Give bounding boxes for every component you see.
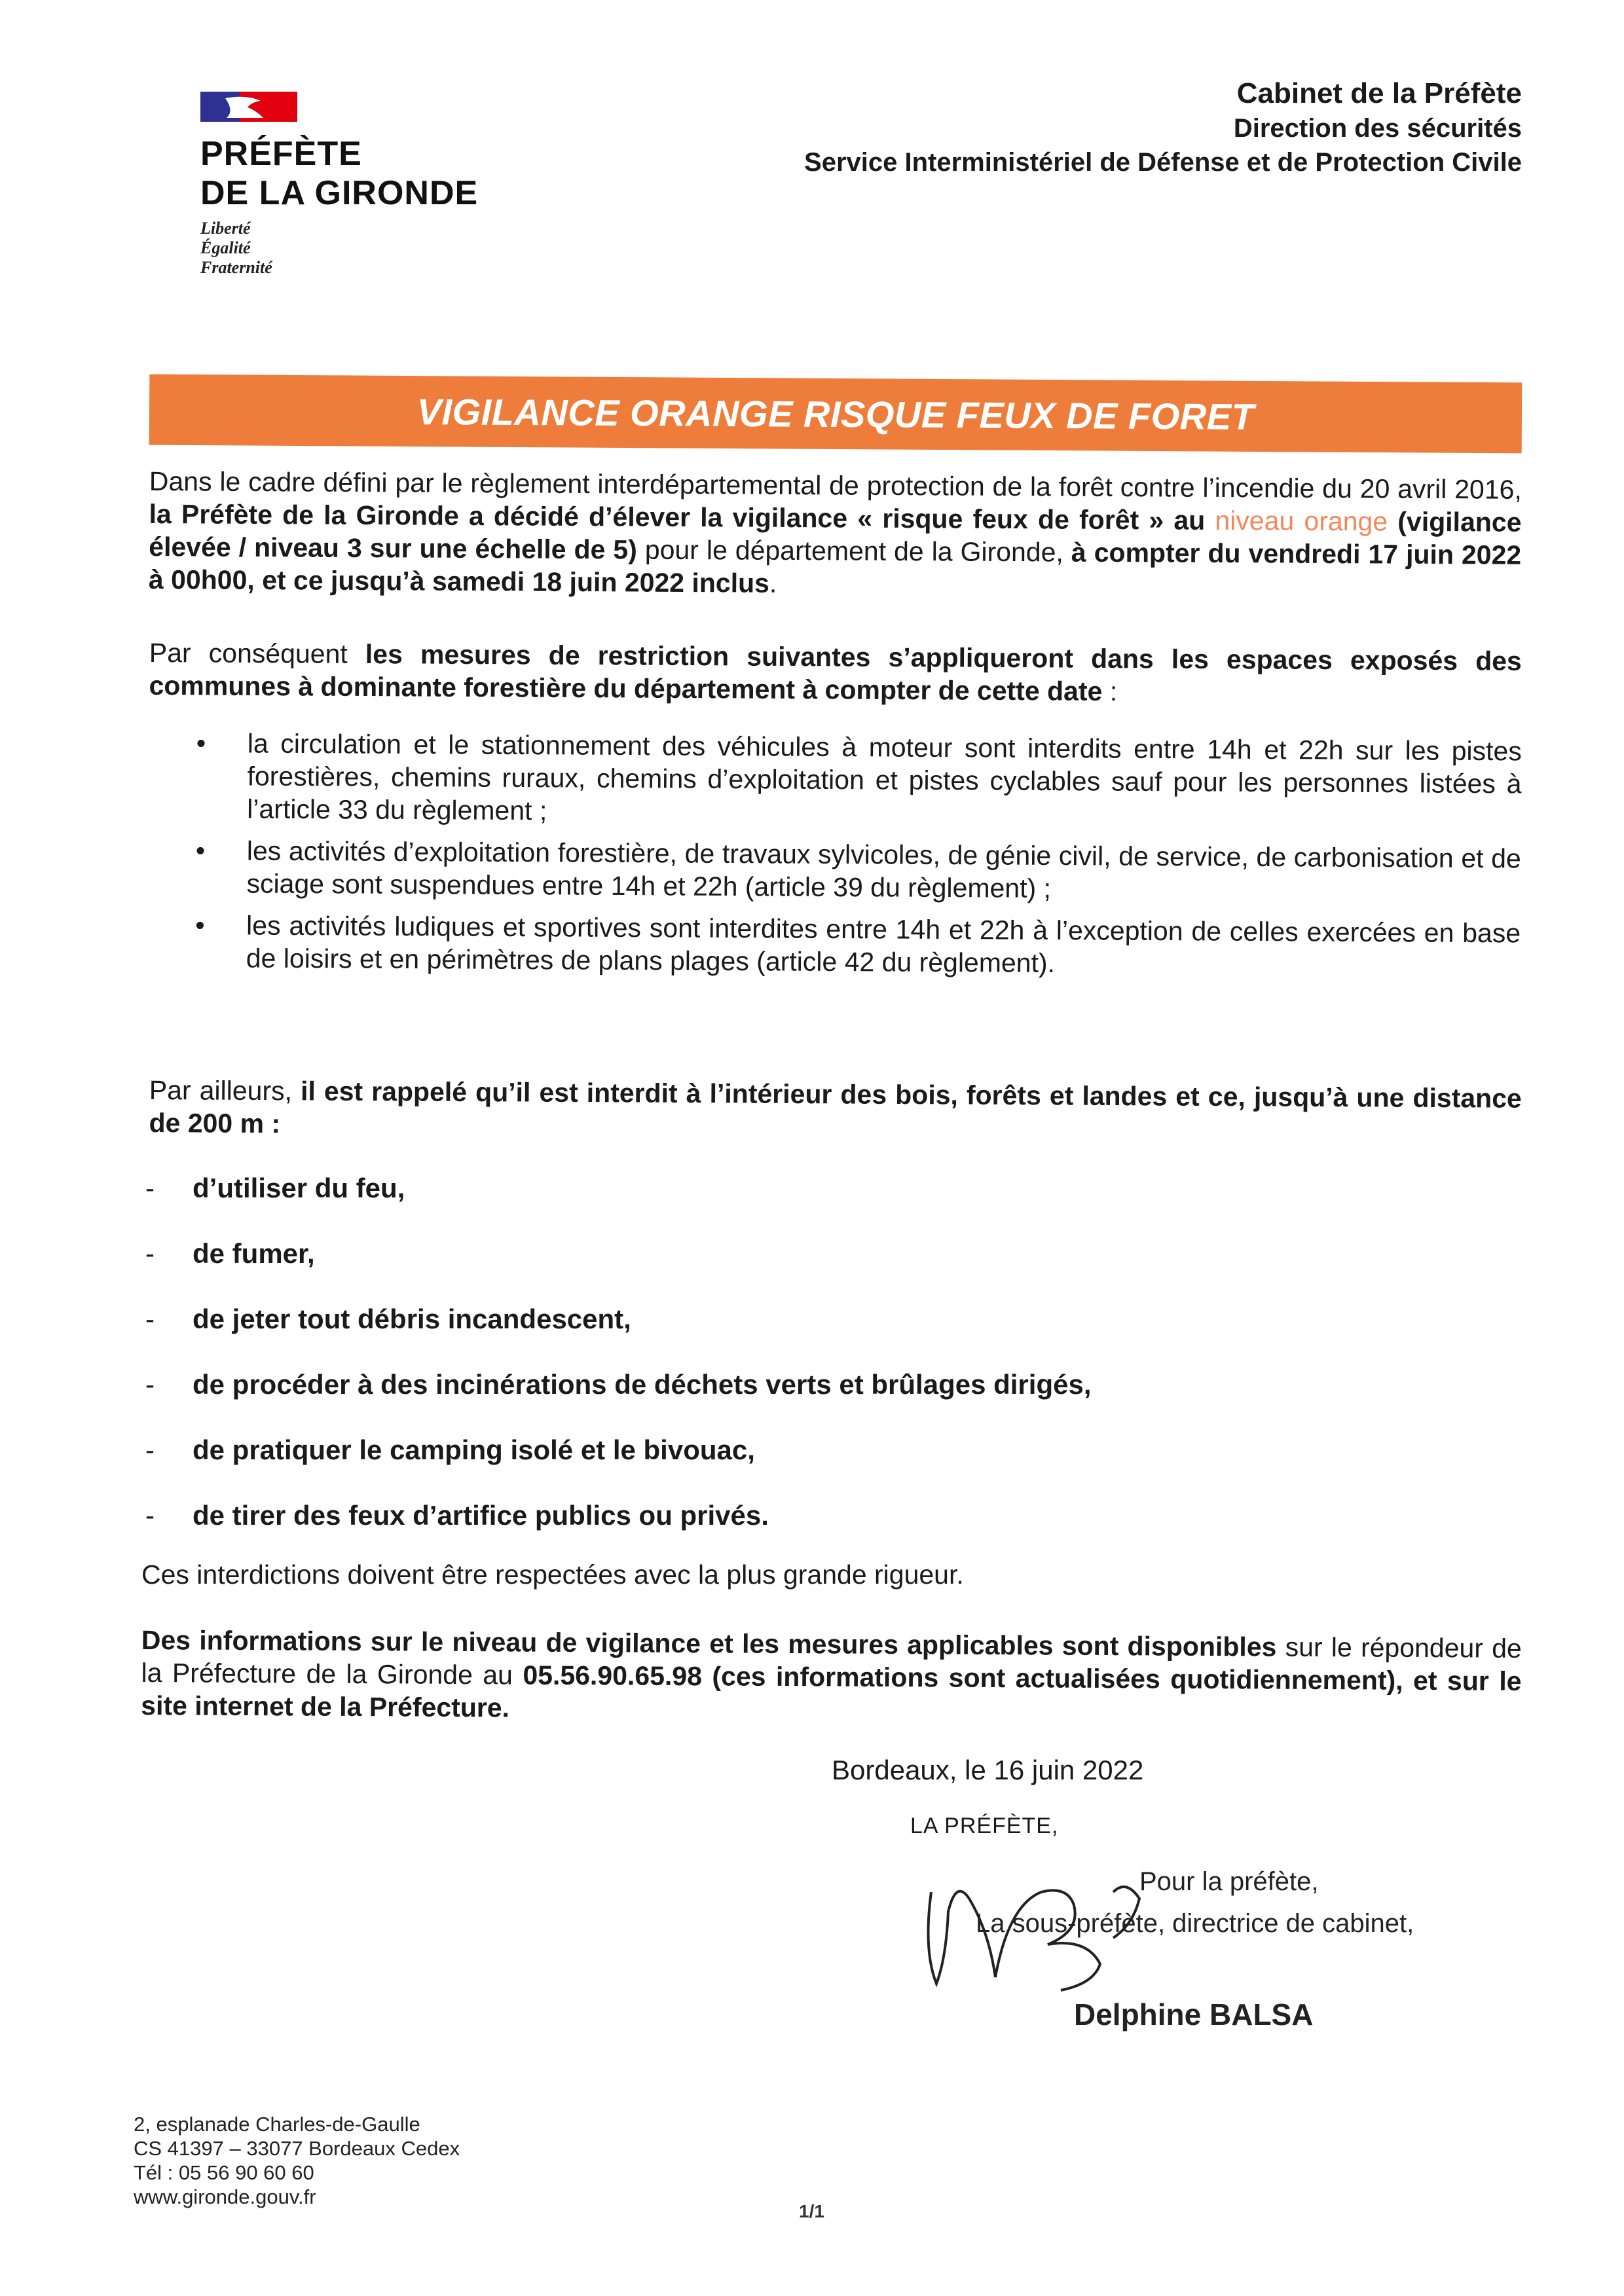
intro-paragraph [149, 465, 1522, 604]
footer-postal: CS 41397 – 33077 Bordeaux Cedex [134, 2137, 460, 2160]
list-item [145, 1172, 1455, 1237]
vigilance-banner [149, 374, 1522, 454]
prohibitions-text-b: il est rappelé qu’il est interdit à l’intérieur des bois, forêts et landes et ce, jusqu’à une distance de 200 m : [149, 1076, 1522, 1139]
list-item-text: la circulation et le stationnement des véhicules à moteur sont interdits entre 14h et 22h sur les pistes forestières, chemins ruraux, chemins d’exploitation et pistes cyclables sauf pour les personnes listées à l’article 33 du règlement ; [247, 728, 1522, 826]
intro-text-f: à compter du vendredi 17 juin 2022 à 00h00, et ce jusqu’à samedi 18 juin 2022 inclus [148, 537, 1522, 598]
signature-line-1: Pour la préfète, [1139, 1867, 1319, 1896]
footer-street: 2, esplanade Charles-de-Gaulle [134, 2113, 420, 2136]
information-text-b: sur le répondeur de la Préfecture de la Gironde au [141, 1631, 1522, 1690]
prohibitions-text-a: Par ailleurs, [149, 1075, 301, 1106]
header-cabinet: Cabinet de la Préfète [1236, 77, 1522, 109]
orange-level-text: niveau orange [1215, 505, 1388, 537]
restrictions-text-b: les mesures de restriction suivantes s’appliqueront dans les espaces exposés des communes à dominante forestière du département à compter de cette date [149, 639, 1522, 706]
signer-title: LA PRÉFÈTE, [910, 1813, 1059, 1838]
signature-line-2: La sous-préfète, directrice de cabinet, [976, 1909, 1414, 1938]
prefecture-name [200, 134, 478, 213]
list-item [145, 1303, 1455, 1368]
footer-website: www.gironde.gouv.fr [134, 2185, 316, 2208]
intro-text-e: pour le département de la Gironde, [637, 534, 1072, 568]
bullet-marker: • [195, 909, 205, 941]
list-item [195, 834, 1521, 907]
list-item-text: de procéder à des incinérations de déchets verts et brûlages dirigés, [193, 1369, 1092, 1400]
information-paragraph [141, 1624, 1522, 1730]
header-service: Service Interministériel de Défense et de Protection Civile [804, 148, 1522, 177]
restrictions-list [195, 727, 1522, 991]
place-date: Bordeaux, le 16 juin 2022 [832, 1755, 1144, 1785]
dash-marker: - [145, 1500, 155, 1531]
list-item-text: de pratiquer le camping isolé et le bivouac, [193, 1434, 755, 1465]
list-item [145, 1434, 1455, 1499]
marianne-logo [200, 92, 297, 122]
dash-marker: - [145, 1238, 155, 1269]
motto-fraternite: Fraternité [200, 258, 272, 277]
prefecture-name-line1: PRÉFÈTE [200, 135, 362, 173]
rigor-paragraph: Ces interdictions doivent être respectées avec la plus grande rigueur. [141, 1559, 964, 1590]
footer-address [134, 2112, 460, 2209]
dash-marker: - [145, 1434, 155, 1465]
list-item [145, 1499, 1455, 1565]
restrictions-text-a: Par conséquent [149, 637, 366, 670]
vigilance-banner-title: VIGILANCE ORANGE RISQUE FEUX DE FORET [416, 391, 1255, 437]
list-item-text: les activités d’exploitation forestière, de travaux sylvicoles, de génie civil, de service, de carbonisation et de sciage sont suspendues entre 14h et 22h (article 39 du règlement) ; [246, 835, 1521, 903]
dash-marker: - [145, 1303, 155, 1334]
list-item [145, 1368, 1455, 1434]
signatory-name: Delphine BALSA [1074, 1997, 1314, 2032]
prefecture-name-line2: DE LA GIRONDE [200, 174, 479, 212]
list-item-text: de tirer des feux d’artifice publics ou privés. [193, 1500, 769, 1531]
republic-motto [200, 219, 272, 278]
list-item-text: de fumer, [193, 1238, 315, 1269]
footer-phone: Tél : 05 56 90 60 60 [134, 2161, 314, 2184]
intro-text-d: (vigilance élevée / niveau 3 sur une échelle de 5) [149, 506, 1522, 565]
list-item [195, 909, 1521, 982]
information-text-a: Des informations sur le niveau de vigilance et les mesures applicables sont disponibles [141, 1625, 1277, 1662]
bullet-marker: • [195, 835, 206, 866]
restrictions-text-c: : [1102, 676, 1118, 707]
list-item [145, 1237, 1455, 1303]
list-item-text: d’utiliser du feu, [193, 1173, 405, 1203]
prohibitions-list [145, 1172, 1455, 1565]
dash-marker: - [145, 1173, 155, 1203]
list-item-text: les activités ludiques et sportives sont interdites entre 14h et 22h à l’exception de celles exercées en base de loisirs et en périmètres de plans plages (article 42 du règlement). [246, 910, 1521, 979]
dash-marker: - [145, 1369, 155, 1400]
motto-egalite: Égalité [200, 238, 251, 257]
list-item-text: de jeter tout débris incandescent, [193, 1303, 631, 1334]
prohibitions-paragraph [149, 1074, 1522, 1148]
motto-liberte: Liberté [200, 219, 251, 238]
intro-text-b: la Préfète de la Gironde a décidé d’élever la vigilance « risque feux de forêt » au [149, 498, 1206, 536]
page-number: 1/1 [799, 2201, 824, 2221]
bullet-marker: • [196, 728, 206, 759]
intro-text-g: . [769, 568, 777, 598]
information-text-c: 05.56.90.65.98 (ces informations sont actualisées quotidiennement), et sur le site internet de la Préfecture. [141, 1660, 1522, 1723]
intro-text-a: Dans le cadre défini par le règlement interdépartemental de protection de la forêt contre l’incendie du 20 avril 2016, [149, 465, 1522, 505]
list-item [196, 727, 1522, 833]
header-direction: Direction des sécurités [1233, 114, 1522, 143]
restrictions-paragraph [149, 636, 1522, 710]
